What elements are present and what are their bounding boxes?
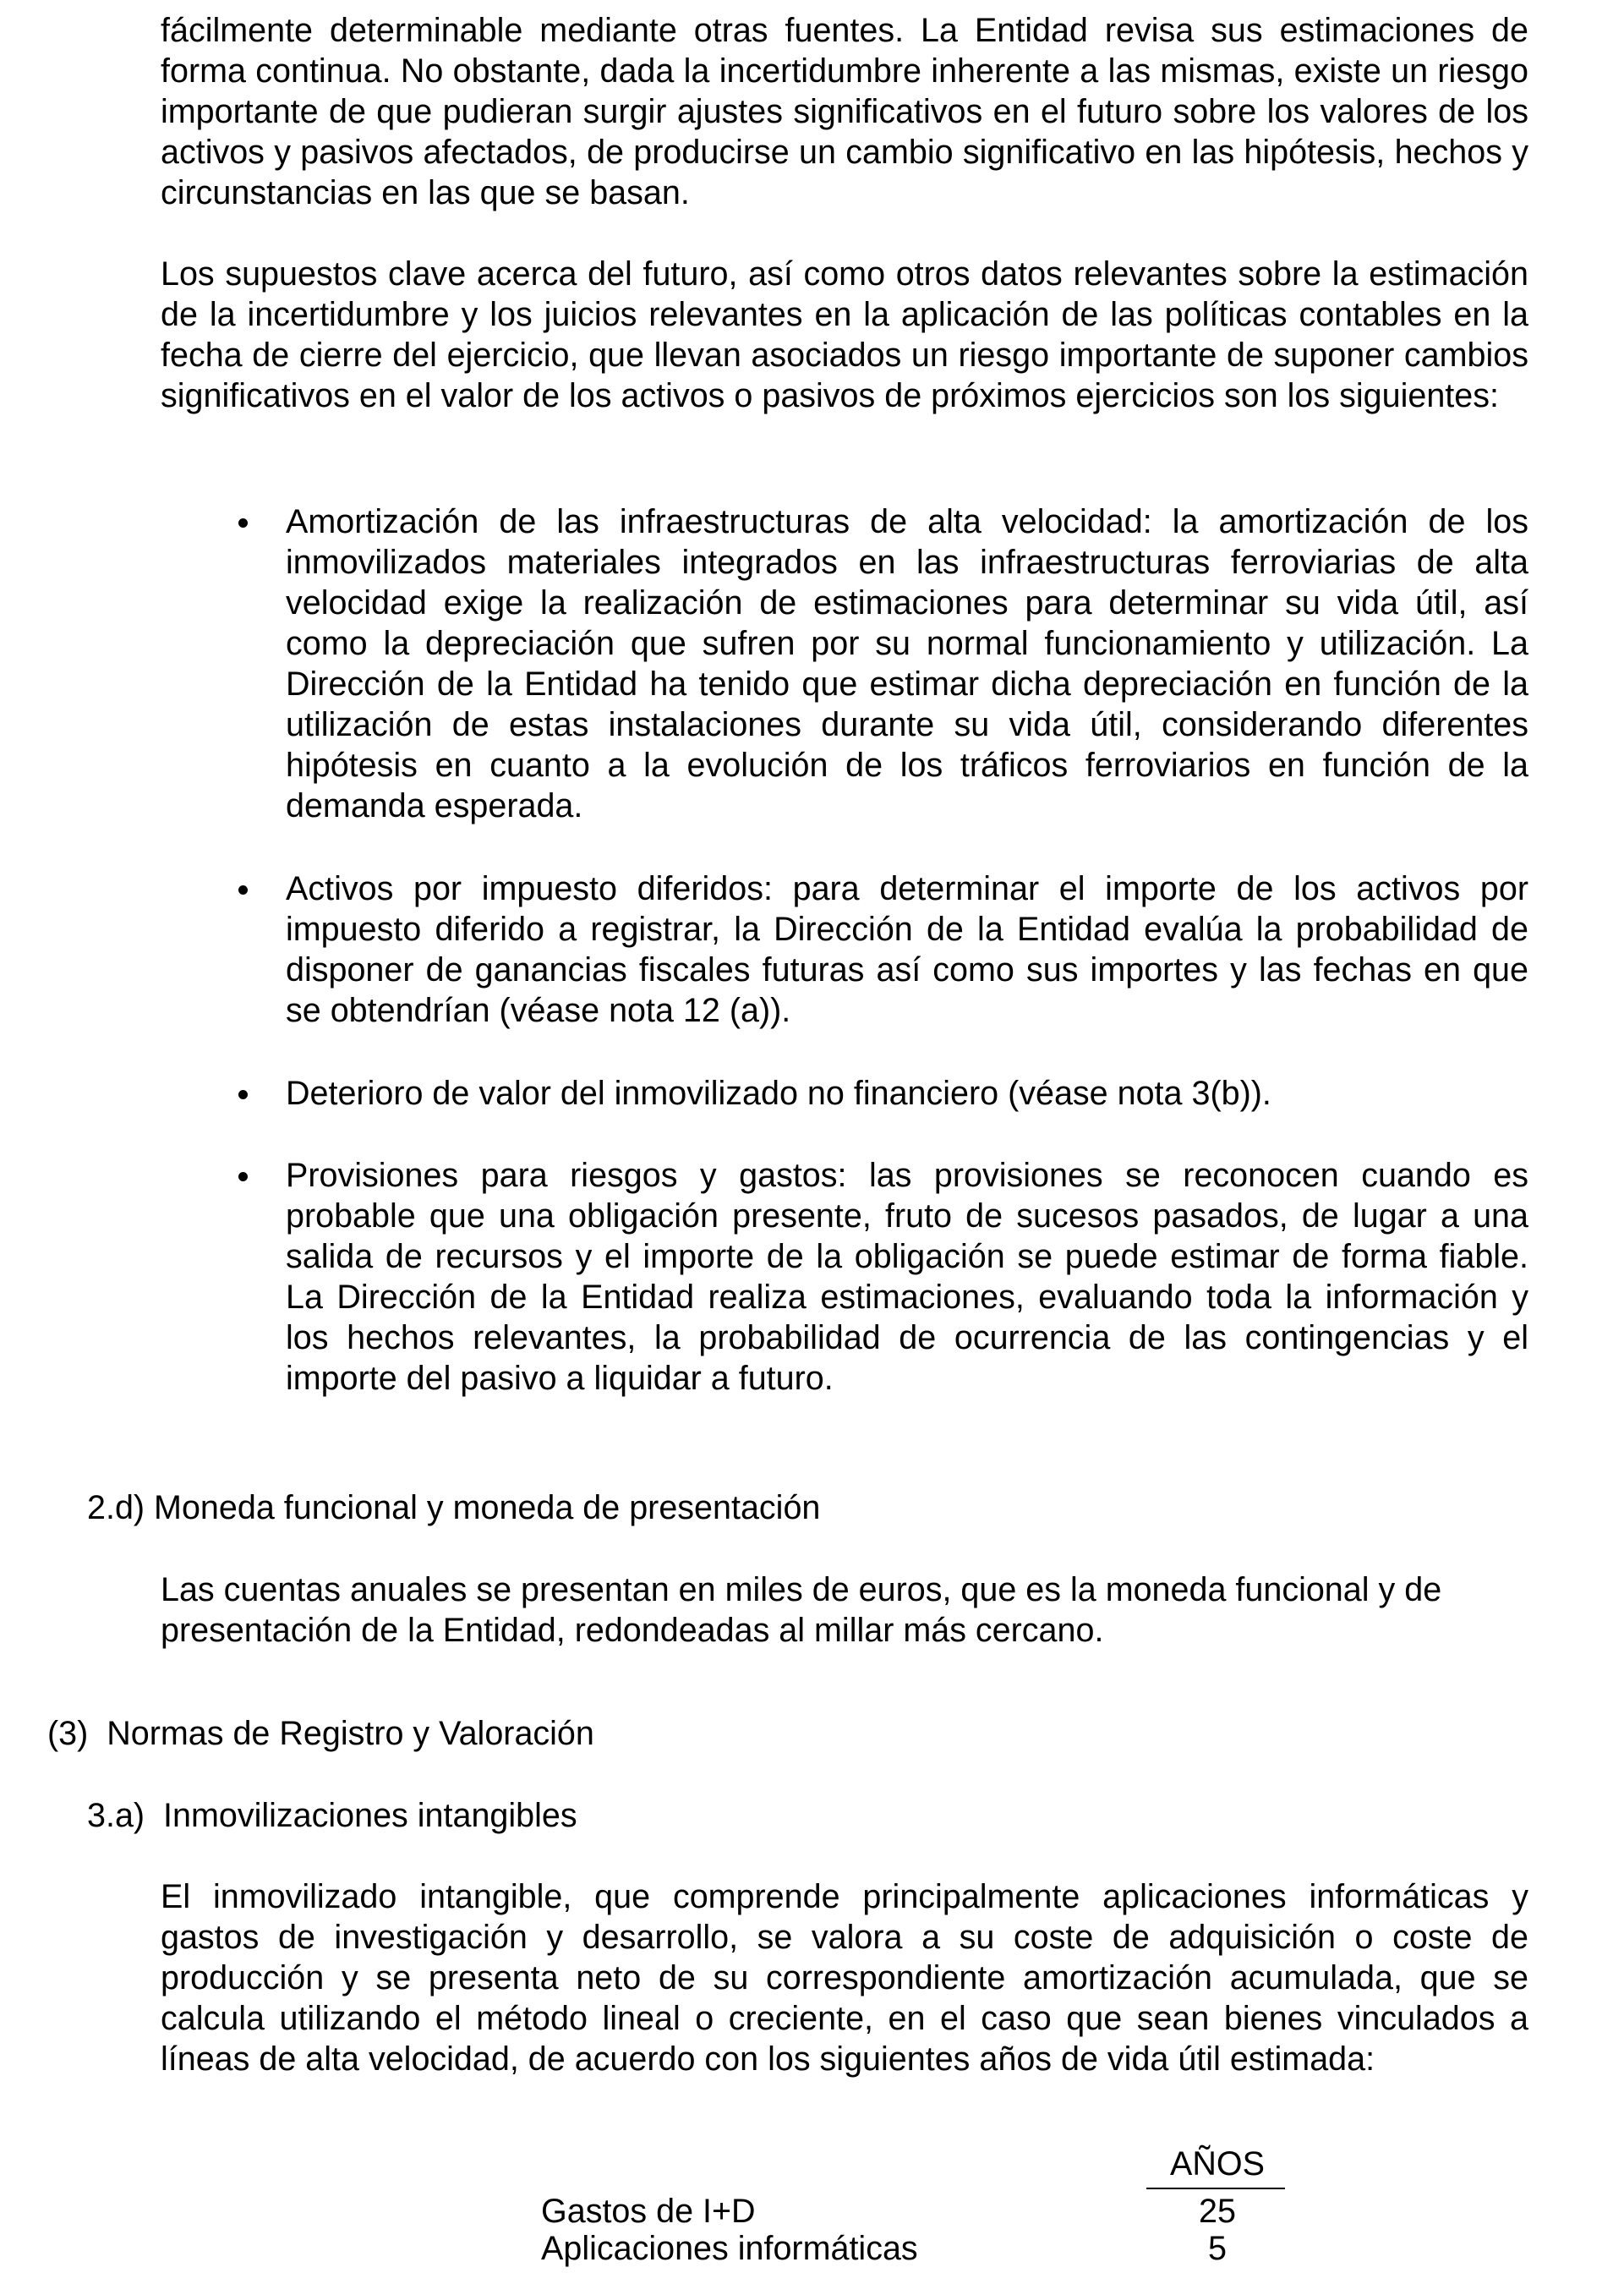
section-heading-3: (3) Normas de Registro y Valoración [47,1715,594,1752]
bullet-icon [238,885,248,895]
list-item [286,501,1528,826]
paragraph-intangible-assets: El inmovilizado intangible, que comprende principalmente aplicaciones informáticas y gastos de investigación y desarrollo, se valora a su coste de adquisición o coste de producción y se presenta neto de su correspondiente amortización acumulada, que se calcula utilizando el método lineal o creciente, en el caso que sean bienes vinculados a líneas de alta velocidad, de acuerdo con los siguientes años de vida útil estimada: [161,1878,1528,2078]
list-item [286,1155,1528,1399]
section-heading-3a: 3.a) Inmovilizaciones intangibles [87,1797,577,1834]
list-item-text: Activos por impuesto diferidos: para determinar el importe de los activos por impuesto diferido a registrar, la Dirección de la Entidad evalúa la probabilidad de disponer de ganancias fiscales futuras así como sus importes y las fechas en que se obtendrían (véase nota 12 (a)). [286,870,1528,1029]
table-header-years: AÑOS [1170,2145,1265,2183]
list-item-text: Deterioro de valor del inmovilizado no financiero (véase nota 3(b)). [286,1075,1271,1112]
bullet-icon [238,1172,248,1181]
list-item-text: Amortización de las infraestructuras de alta velocidad: la amortización de los inmovilizados materiales integrados en las infraestructuras ferroviarias de alta velocidad exige la realización de estimaciones para determinar su vida útil, así como la depreciación que sufren por su normal funcionamiento y utilización. La Dirección de la Entidad ha tenido que estimar dicha depreciación en función de la utilización de estas instalaciones durante su vida útil, considerando diferentes hipótesis en cuanto a la evolución de los tráficos ferroviarios en función de la demanda esperada. [286,503,1528,824]
paragraph-currency: Las cuentas anuales se presentan en miles de euros, que es la moneda funcional y de presentación de la Entidad, redondeadas al millar más cercano. [161,1571,1442,1649]
table-cell-value: 25 [1199,2193,1236,2230]
list-item [286,868,1528,1031]
paragraph-estimates-review: fácilmente determinable mediante otras fuentes. La Entidad revisa sus estimaciones de forma continua. No obstante, dada la incertidumbre inherente a las mismas, existe un riesgo importante de que pudieran surgir ajustes significativos en el futuro sobre los valores de los activos y pasivos afectados, de producirse un cambio significativo en las hipótesis, hechos y circunstancias en las que se basan. [161,12,1528,211]
table-cell-value: 5 [1208,2230,1227,2267]
bullet-icon [238,1090,248,1099]
list-item [286,1073,1528,1114]
paragraph-key-assumptions: Los supuestos clave acerca del futuro, así como otros datos relevantes sobre la estimación de la incertidumbre y los juicios relevantes en la aplicación de las políticas contables en la fecha de cierre del ejercicio, que llevan asociados un riesgo importante de suponer cambios significativos en el valor de los activos o pasivos de próximos ejercicios son los siguientes: [161,255,1528,414]
table-cell-label: Gastos de I+D [541,2193,756,2230]
section-heading-2d: 2.d) Moneda funcional y moneda de presentación [87,1489,821,1526]
table-row [541,2191,1285,2228]
table-cell-label: Aplicaciones informáticas [541,2230,918,2267]
bullet-icon [238,518,248,528]
table-header-rule [1146,2188,1285,2189]
list-item-text: Provisiones para riesgos y gastos: las provisiones se reconocen cuando es probable que una obligación presente, fruto de sucesos pasados, de lugar a una salida de recursos y el importe de la obligación se puede estimar de forma fiable. La Dirección de la Entidad realiza estimaciones, evaluando toda la información y los hechos relevantes, la probabilidad de ocurrencia de las contingencias y el importe del pasivo a liquidar a futuro. [286,1157,1528,1397]
table-row [541,2228,1285,2265]
